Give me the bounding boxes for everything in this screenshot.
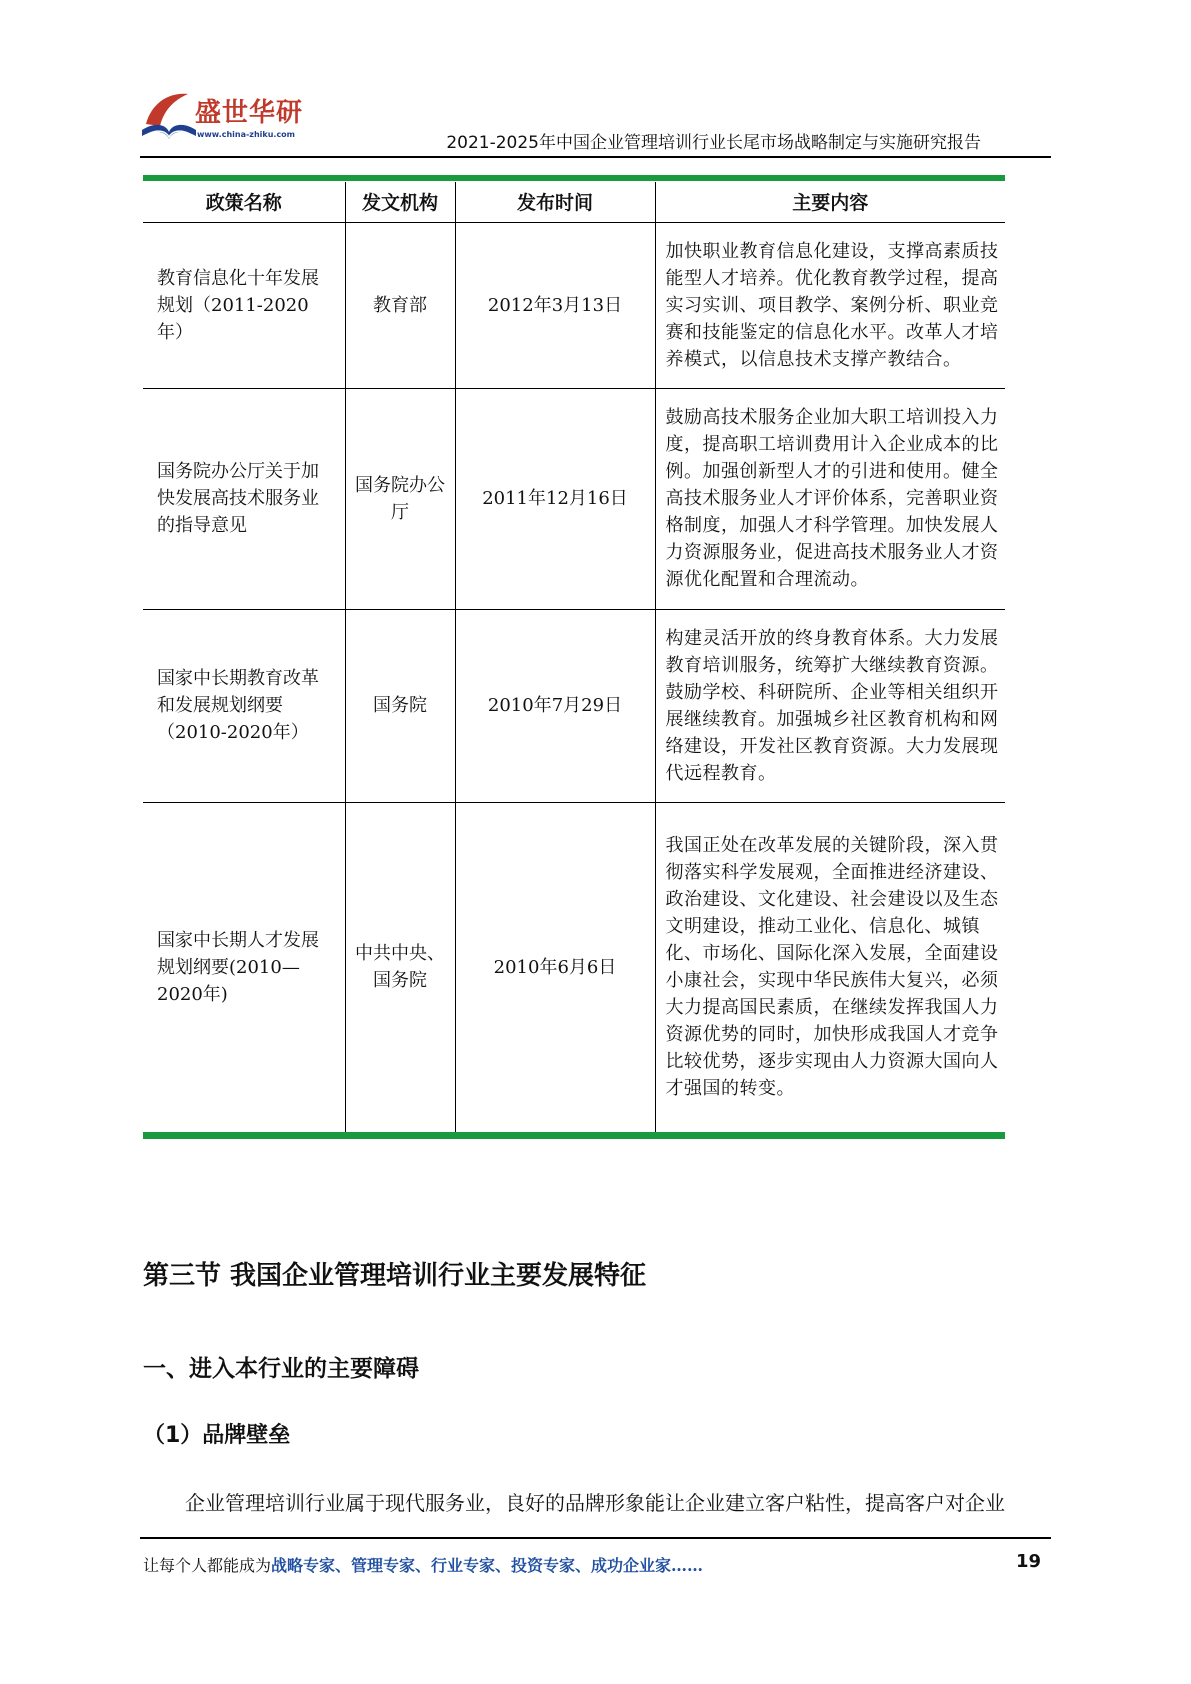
policy-table [143,175,1005,1139]
footer-slogan-prefix: 让每个人都能成为 [143,1556,272,1575]
table-row [143,609,1005,802]
header-divider [140,156,1051,158]
policy-name-cell: 国家中长期教育改革和发展规划纲要（2010-2020年） [143,609,345,802]
policy-name-cell: 国家中长期人才发展规划纲要(2010—2020年) [143,802,345,1132]
table-row [143,222,1005,388]
issuing-body-cell: 国务院办公厅 [345,388,455,609]
main-content-cell: 鼓励高技术服务企业加大职工培训投入力度，提高职工培训费用计入企业成本的比例。加强创新型人才的引进和使用。健全高技术服务业人才评价体系，完善职业资格制度，加强人才科学管理。加快发展人力资源服务业，促进高技术服务业人才资源优化配置和合理流动。 [655,388,1005,609]
footer-slogan [143,1553,703,1576]
column-header-release-date: 发布时间 [455,182,655,222]
issuing-body-cell: 教育部 [345,222,455,388]
column-header-main-content: 主要内容 [655,182,1005,222]
table-header-row [143,182,1005,222]
release-date-cell: 2011年12月16日 [455,388,655,609]
column-header-issuing-body: 发文机构 [345,182,455,222]
policy-name-cell: 教育信息化十年发展规划（2011-2020年） [143,222,345,388]
release-date-cell: 2012年3月13日 [455,222,655,388]
footer-slogan-highlight: 战略专家、管理专家、行业专家、投资专家、成功企业家…… [271,1556,704,1575]
main-content-cell: 加快职业教育信息化建设，支撑高素质技能型人才培养。优化教育教学过程，提高实习实训、项目教学、案例分析、职业竞赛和技能鉴定的信息化水平。改革人才培养模式，以信息技术支撑产教结合。 [655,222,1005,388]
release-date-cell: 2010年7月29日 [455,609,655,802]
sub-heading: 一、进入本行业的主要障碍 [143,1356,419,1382]
footer-divider [140,1537,1051,1539]
main-content-cell: 我国正处在改革发展的关键阶段，深入贯彻落实科学发展观，全面推进经济建设、政治建设、文化建设、社会建设以及生态文明建设，推动工业化、信息化、城镇化、市场化、国际化深入发展，全面建设小康社会，实现中华民族伟大复兴，必须大力提高国民素质，在继续发挥我国人力资源优势的同时，加快形成我国人才竞争比较优势，逐步实现由人力资源大国向人才强国的转变。 [655,802,1005,1132]
table-row [143,802,1005,1132]
policy-name-cell: 国务院办公厅关于加快发展高技术服务业的指导意见 [143,388,345,609]
document-title: 2021-2025年中国企业管理培训行业长尾市场战略制定与实施研究报告 [446,133,981,153]
table-row [143,388,1005,609]
issuing-body-cell: 国务院 [345,609,455,802]
logo-brand-text: 盛世华研 [195,98,304,128]
subsub-heading: （1）品牌壁垒 [143,1423,291,1448]
page-number: 19 [1015,1551,1041,1572]
logo-book-icon [140,84,198,146]
table-top-rule [143,175,1005,182]
section-heading: 第三节 我国企业管理培训行业主要发展特征 [143,1261,647,1291]
release-date-cell: 2010年6月6日 [455,802,655,1132]
main-content-cell: 构建灵活开放的终身教育体系。大力发展教育培训服务，统筹扩大继续教育资源。鼓励学校、科研院所、企业等相关组织开展继续教育。加强城乡社区教育机构和网络建设，开发社区教育资源。大力发展现代远程教育。 [655,609,1005,802]
issuing-body-cell: 中共中央、国务院 [345,802,455,1132]
company-logo [140,84,320,154]
logo-url-text: www.china-zhiku.com [197,130,296,139]
column-header-policy-name: 政策名称 [143,182,345,222]
body-paragraph: 企业管理培训行业属于现代服务业，良好的品牌形象能让企业建立客户粘性，提高客户对企业 [185,1491,1005,1515]
table-bottom-rule [143,1132,1005,1139]
